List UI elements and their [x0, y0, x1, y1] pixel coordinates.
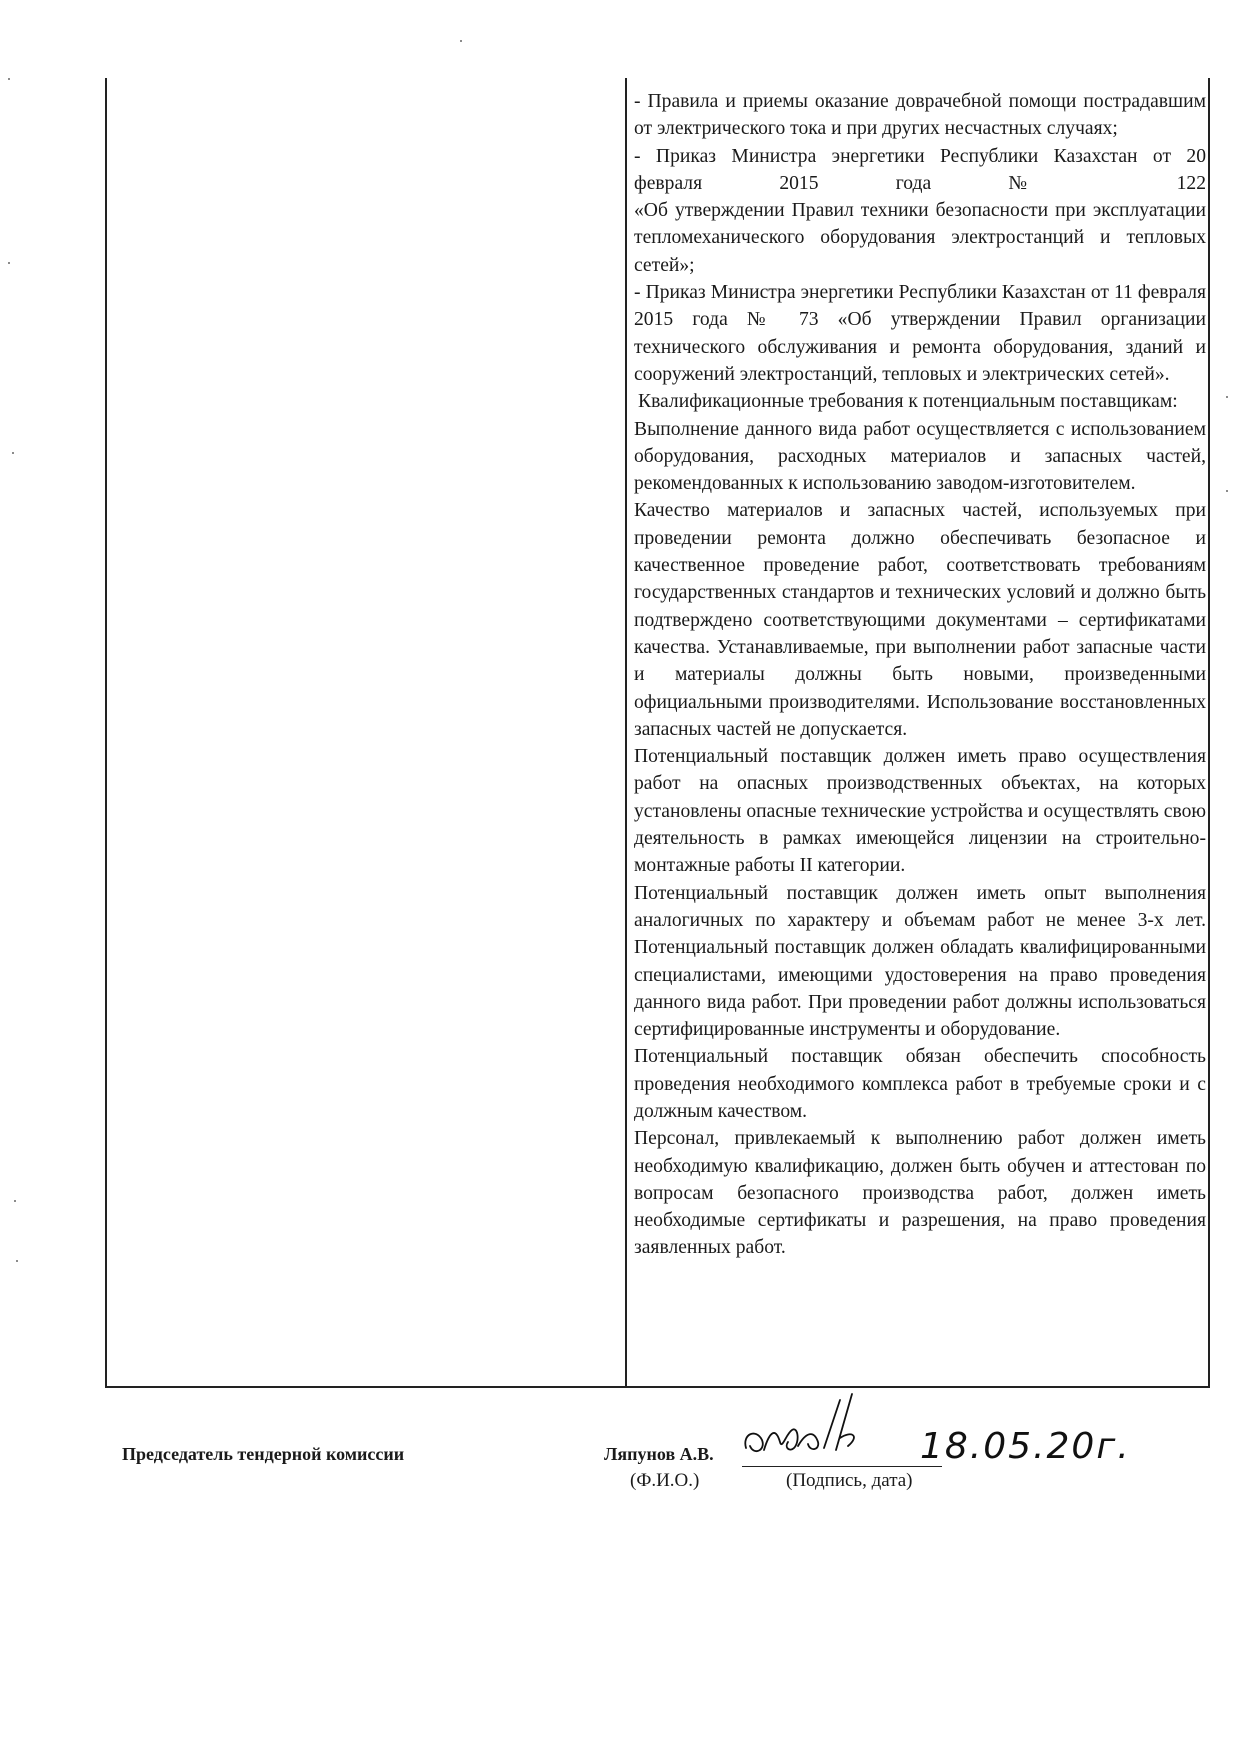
paragraph-order-20-date: февраля 2015 года № 122	[634, 172, 1206, 194]
paragraph-personnel: Персонал, привлекаемый к выполнению работ должен иметь необходимую квалификацию, должен быть обучен и аттестован по вопросам безопасного производства работ, должен иметь необходимые сертификаты и разрешения, на право проведения заявленных работ.	[634, 1128, 1206, 1259]
signature-block	[0, 1426, 1240, 1510]
paragraph-order-20-start: - Приказ Министра энергетики Республики Казахстан от 20	[634, 145, 1206, 167]
table-column-divider	[625, 78, 627, 1388]
chair-name: Ляпунов А.В.	[604, 1444, 714, 1464]
handwritten-date: 18.05.20г.	[920, 1426, 1131, 1467]
table-left-border	[105, 78, 107, 1388]
paragraph-quality-materials: Качество материалов и запасных частей, используемых при проведении ремонта должно обеспечивать безопасное и качественное проведение работ, соответствовать требованиям государственных стандартов и технических условий и должно быть подтверждено соответствующими документами – сертификатами качества. Устанавливаемые, при выполнении работ запасные части и материалы должны быть новыми, произведенными официальными производителями. Использование восстановленных запасных частей не допускается.	[634, 500, 1206, 740]
handwritten-signature	[740, 1390, 940, 1470]
paragraph-equipment-use: Выполнение данного вида работ осуществляется с использованием оборудования, расходных материалов и запасных частей, рекомендованных к использованию заводом-изготовителем.	[634, 418, 1206, 495]
paragraph-experience: Потенциальный поставщик должен иметь опыт выполнения аналогичных по характеру и объемам работ не менее 3-х лет. Потенциальный поставщик должен обладать квалифицированными специалистами, имеющими удостоверения на право проведения данного вида работ. При проведении работ должны использоваться сертифицированные инструменты и оборудование.	[634, 882, 1206, 1041]
signature-caption: (Подпись, дата)	[786, 1470, 913, 1491]
chair-label: Председатель тендерной комиссии	[122, 1444, 405, 1464]
paragraph-qualification-heading: Квалификационные требования к потенциальным поставщикам:	[638, 391, 1178, 413]
requirements-cell	[634, 88, 1206, 1262]
paragraph-capability: Потенциальный поставщик обязан обеспечить способность проведения необходимого комплекса работ в требуемые сроки и с должным качеством.	[634, 1046, 1206, 1122]
table-bottom-border	[105, 1386, 1210, 1388]
paragraph-first-aid-rules: - Правила и приемы оказание доврачебной помощи пострадавшим от электрического тока и при других несчастных случаях;	[634, 91, 1206, 140]
paragraph-order-11: - Приказ Министра энергетики Республики Казахстан от 11 февраля 2015 года № 73 «Об утверждении Правил организации технического обслуживания и ремонта оборудования, зданий и сооружений электростанций, тепловых и электрических сетей».	[634, 282, 1206, 385]
fio-caption: (Ф.И.О.)	[630, 1470, 700, 1491]
paragraph-hazardous-objects: Потенциальный поставщик должен иметь право осуществления работ на опасных производственных объектах, на которых установлены опасные технические устройства и осуществлять свою деятельность в рамках имеющейся лицензии на строительно-монтажные работы II категории.	[634, 746, 1206, 877]
paragraph-order-20-title: «Об утверждении Правил техники безопасности при эксплуатации тепломеханического оборудования электростанций и тепловых сетей»;	[634, 200, 1206, 276]
table-right-border	[1208, 78, 1210, 1388]
